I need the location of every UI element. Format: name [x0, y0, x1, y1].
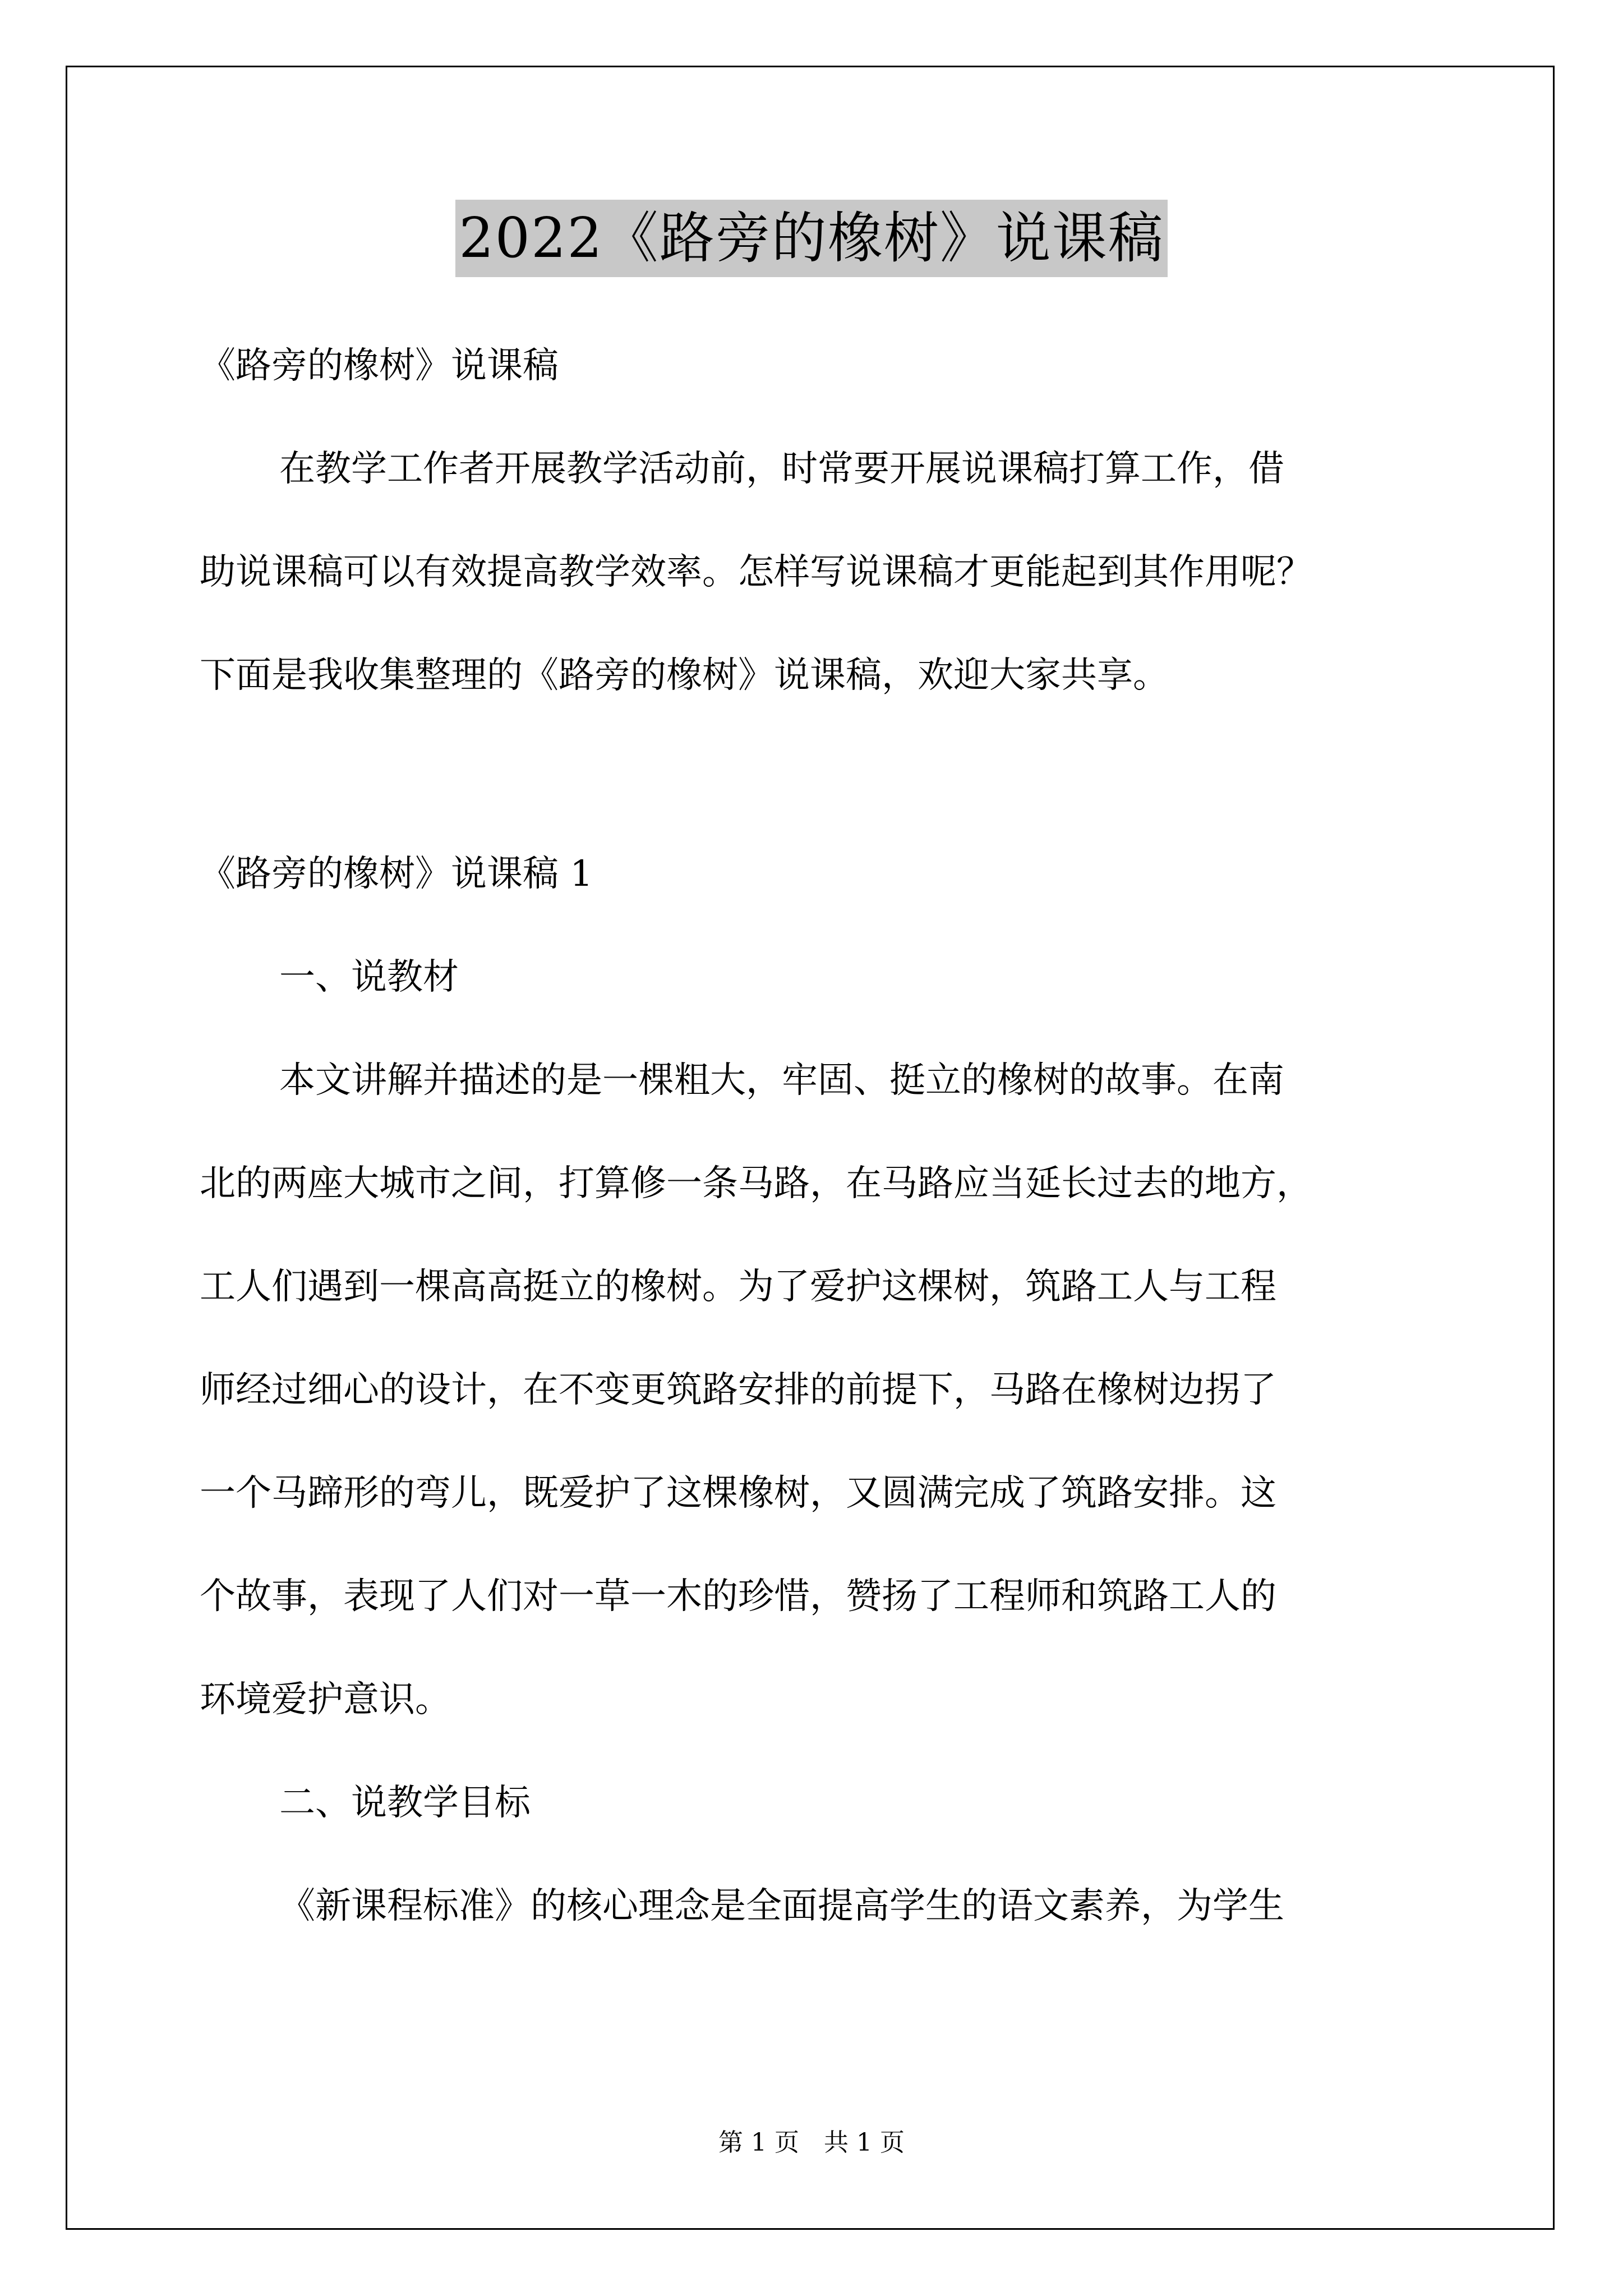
body-line: 《新课程标准》的核心理念是全面提高学生的语文素养，为学生 [279, 1885, 1284, 1927]
subtitle: 《路旁的橡树》说课稿 [200, 345, 559, 386]
page-total: 共 1 页 [824, 2128, 905, 2157]
body-line: 工人们遇到一棵高高挺立的橡树。为了爱护这棵树，筑路工人与工程 [200, 1266, 1276, 1308]
body-line: 个故事，表现了人们对一草一木的珍惜，赞扬了工程师和筑路工人的 [200, 1576, 1276, 1617]
document-body [200, 314, 1490, 1958]
document-title-container [0, 200, 1623, 278]
section-heading: 《路旁的橡树》说课稿 1 [200, 853, 593, 895]
part-heading: 二、说教学目标 [279, 1782, 531, 1824]
intro-line: 在教学工作者开展教学活动前，时常要开展说课稿打算工作，借 [279, 448, 1284, 490]
part-heading: 一、说教材 [279, 956, 459, 998]
intro-line: 助说课稿可以有效提高教学效率。怎样写说课稿才更能起到其作用呢？ [200, 551, 1312, 593]
body-line: 环境爱护意识。 [200, 1679, 451, 1720]
body-line: 北的两座大城市之间，打算修一条马路，在马路应当延长过去的地方， [200, 1163, 1312, 1204]
page-number: 第 1 页 [718, 2128, 799, 2157]
page-footer [0, 2126, 1623, 2160]
body-line: 师经过细心的设计，在不变更筑路安排的前提下，马路在橡树边拐了 [200, 1369, 1276, 1411]
body-line: 本文讲解并描述的是一棵粗大，牢固、挺立的橡树的故事。在南 [279, 1060, 1284, 1101]
document-title: 2022《路旁的橡树》说课稿 [455, 200, 1167, 277]
intro-line: 下面是我收集整理的《路旁的橡树》说课稿，欢迎大家共享。 [200, 655, 1169, 696]
paragraph-gap [200, 727, 1490, 822]
body-line: 一个马蹄形的弯儿，既爱护了这棵橡树，又圆满完成了筑路安排。这 [200, 1473, 1276, 1514]
